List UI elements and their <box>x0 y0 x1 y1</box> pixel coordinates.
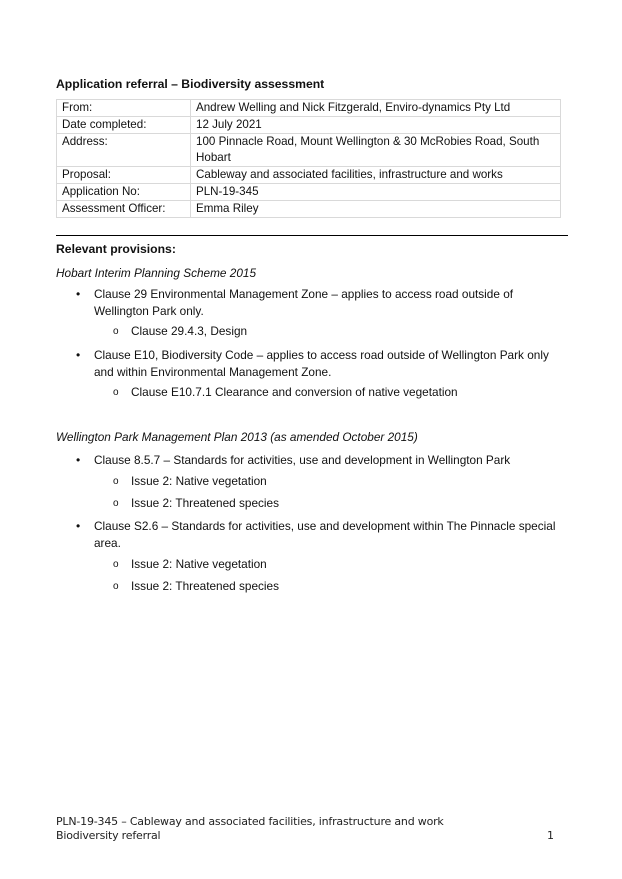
scheme1-item1-sub1: Clause 29.4.3, Design <box>131 324 248 338</box>
scheme2-item1-sub2: Issue 2: Threatened species <box>131 496 279 510</box>
scheme1-item2: Clause E10, Biodiversity Code – applies to access road outside of Wellington Park only and within Environmental Management Zone. <box>94 348 549 379</box>
date-label: Date completed: <box>57 117 191 134</box>
date-value: 12 July 2021 <box>191 117 561 134</box>
from-value: Andrew Welling and Nick Fitzgerald, Enviro-dynamics Pty Ltd <box>191 100 561 117</box>
application-value: PLN-19-345 <box>191 184 561 201</box>
proposal-label: Proposal: <box>57 167 191 184</box>
sub-bullet-icon: o <box>113 498 119 509</box>
sub-bullet-icon: o <box>113 326 119 337</box>
scheme2-item2-sub1: Issue 2: Native vegetation <box>131 557 267 571</box>
bullet-icon: • <box>76 287 81 301</box>
scheme1-title: Hobart Interim Planning Scheme 2015 <box>56 266 257 280</box>
address-label: Address: <box>57 134 191 167</box>
sub-bullet-icon: o <box>113 476 119 487</box>
officer-label: Assessment Officer: <box>57 201 191 218</box>
bullet-icon: • <box>76 519 81 533</box>
sub-bullet-icon: o <box>113 387 119 398</box>
scheme2-item1-sub1: Issue 2: Native vegetation <box>131 474 267 488</box>
table-row <box>57 134 561 167</box>
bullet-icon: • <box>76 348 81 362</box>
footer-line2: Biodiversity referral <box>56 829 161 842</box>
proposal-value: Cableway and associated facilities, infrastructure and works <box>191 167 561 184</box>
relevant-provisions-heading: Relevant provisions: <box>56 242 176 256</box>
scheme1-item2-sub1: Clause E10.7.1 Clearance and conversion of native vegetation <box>131 385 458 399</box>
application-info-table <box>56 99 561 218</box>
table-row <box>57 201 561 218</box>
address-value: 100 Pinnacle Road, Mount Wellington & 30 McRobies Road, South Hobart <box>191 134 561 167</box>
officer-value: Emma Riley <box>191 201 561 218</box>
table-row <box>57 117 561 134</box>
scheme1-item1: Clause 29 Environmental Management Zone – applies to access road outside of Wellington Park only. <box>94 287 514 318</box>
application-label: Application No: <box>57 184 191 201</box>
sub-bullet-icon: o <box>113 581 119 592</box>
footer-line1: PLN-19-345 – Cableway and associated facilities, infrastructure and work <box>56 815 444 828</box>
section-divider <box>56 235 568 236</box>
bullet-icon: • <box>76 453 81 467</box>
from-label: From: <box>57 100 191 117</box>
scheme2-item2-sub2: Issue 2: Threatened species <box>131 579 279 593</box>
sub-bullet-icon: o <box>113 559 119 570</box>
page-number: 1 <box>547 829 554 842</box>
scheme2-item1: Clause 8.5.7 – Standards for activities, use and development in Wellington Park <box>94 453 511 467</box>
table-row <box>57 167 561 184</box>
table-row <box>57 100 561 117</box>
document-title: Application referral – Biodiversity assessment <box>56 77 325 91</box>
scheme2-item2: Clause S2.6 – Standards for activities, use and development within The Pinnacle special area. <box>94 519 556 550</box>
table-row <box>57 184 561 201</box>
scheme2-title: Wellington Park Management Plan 2013 (as amended October 2015) <box>56 430 418 444</box>
